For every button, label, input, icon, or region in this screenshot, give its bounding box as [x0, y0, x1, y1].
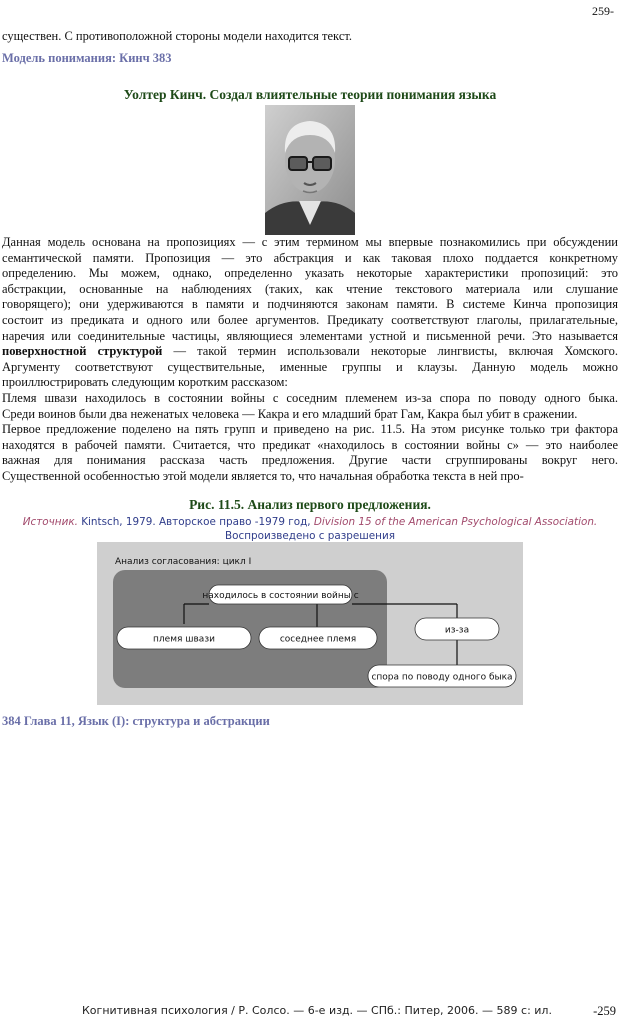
figure-source [0, 516, 620, 543]
section-reference: Модель понимания: Кинч 383 [2, 51, 172, 65]
text-line: Данная модель основана на пропозициях — с этим термином мы впервые познакомились при обсуждении [2, 235, 618, 249]
text-line: Аргументу соответствуют существительные, именные группы и клаузы. Данную модель можно [2, 359, 618, 374]
text-line [2, 344, 618, 360]
source-label: Источник. [22, 516, 78, 528]
page-number-top: 259- [592, 4, 614, 18]
text-line: абстракции, основанные на наблюдениях (таких, как чтение текстового материала или слушание [2, 281, 618, 296]
source-permission: Воспроизведено с разрешения [225, 529, 395, 542]
continuation-line: существен. С противоположной стороны модели находится текст. [2, 29, 353, 43]
diagram-title: Анализ согласования: цикл I [115, 557, 252, 567]
source-text: Kintsch, 1979. Авторское право -1979 год, [77, 516, 314, 528]
text-line: Существенной особенностью этой модели является то, что начальная обработка текста в ней про- [2, 468, 524, 483]
text-line: находятся в рабочей памяти. Считается, что предикат «находилось в состоянии войны с» — это наиболее [2, 437, 618, 452]
story-line: Среди воинов были два неженатых человека — Какра и его младший брат Гам, Какра был убит в сражении. [2, 406, 578, 421]
portrait-photo [265, 105, 355, 235]
propositional-analysis-diagram [97, 542, 523, 705]
node-bottom-label: спора по поводу одного быка [371, 672, 513, 683]
bibliographic-footer: Когнитивная психология / Р. Солсо. — 6-е изд. — СПб.: Питер, 2006. — 589 с: ил. [82, 1004, 552, 1017]
node-right-label: из-за [444, 625, 470, 636]
page-number-bottom: -259 [593, 1004, 616, 1018]
node-middle-label: соседнее племя [279, 634, 357, 645]
text-line: определению. Мы можем, однако, определенно указать некоторые характеристики пропозиций: это [2, 266, 618, 281]
node-root-label: находилось в состоянии войны с [202, 591, 359, 601]
story-line: Племя швази находилось в состоянии войны с соседним племенем из-за спора по поводу одного быка. [2, 390, 618, 405]
text-line-rest: — такой термин использовали некоторые лингвисты, включая Хомского. [162, 344, 618, 359]
text-line: говорящего); они удерживаются в памяти и подчиняются законам памяти. В системе Кинча пропозиция [2, 297, 618, 312]
bold-term: поверхностной структурой [2, 344, 163, 359]
text-line: семантической памяти. Пропозиция — это абстракция и как таковая плохо поддается конкретному [2, 250, 618, 265]
text-line: важная для понимания рассказа часть предложения. Другие части сгруппированы вокруг него. [2, 453, 618, 468]
chapter-reference: 384 Глава 11, Язык (I): структура и абстракции [2, 714, 270, 728]
text-line: наречия или соединительные частицы, являющиеся элементами устной и письменной речи. Это называется [2, 328, 618, 343]
text-line: состоит из предиката и одного или более аргументов. Предикату соответствуют глаголы, прилагательные, [2, 312, 618, 327]
portrait-heading: Уолтер Кинч. Создал влиятельные теории понимания языка [123, 87, 497, 102]
text-line: Первое предложение поделено на пять групп и приведено на рис. 11.5. На этом рисунке только три фактора [2, 422, 618, 437]
source-organization: Division 15 of the American Psychological Association. [313, 516, 598, 528]
node-left-label: племя швази [153, 634, 215, 645]
body-text [2, 235, 618, 485]
text-line: проиллюстрировать следующим коротким рассказом: [2, 375, 288, 390]
figure-caption: Рис. 11.5. Анализ первого предложения. [189, 497, 431, 512]
